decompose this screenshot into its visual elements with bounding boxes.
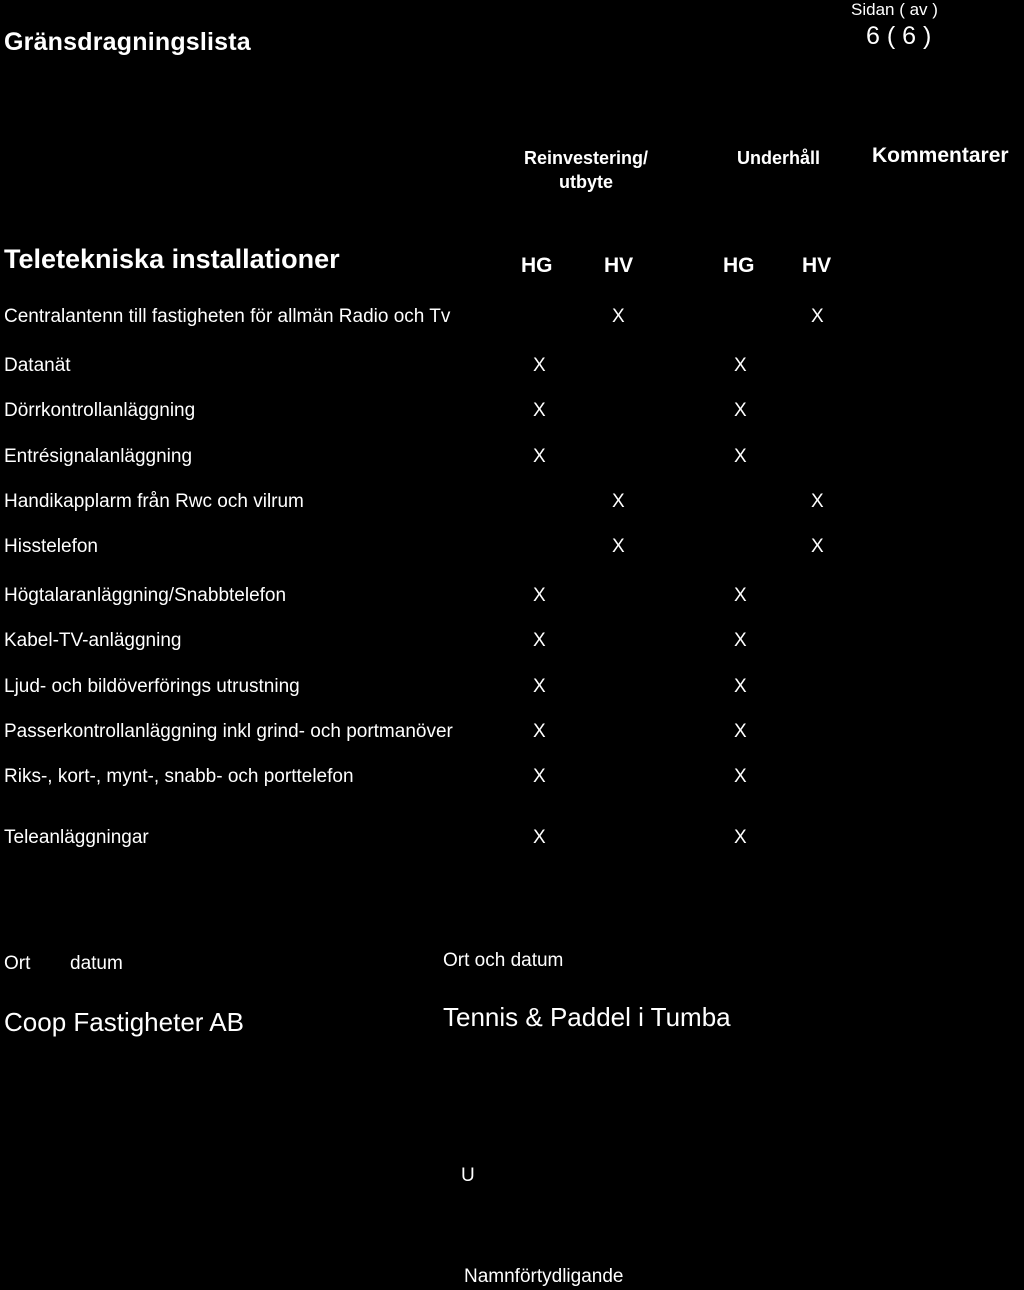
row-label: Handikapplarm från Rwc och vilrum [4,491,304,512]
row-label: Ljud- och bildöverförings utrustning [4,676,300,697]
column-header-underhall: Underhåll [737,148,821,168]
mark-reinv-hv: X [612,306,625,327]
page-number: 6 ( 6 ) [866,22,932,50]
mark-reinv-hv: X [612,536,625,557]
mark-underh-hg: X [734,676,747,697]
mark-underh-hg: X [734,585,747,606]
mark-underh-hv: X [811,536,824,557]
mark-underh-hg: X [734,400,747,421]
mark-reinv-hv: X [612,491,625,512]
column-header-reinvestering-line1: Reinvestering/ [523,148,649,168]
row-label: Datanät [4,355,71,376]
mark-reinv-hg: X [533,827,546,848]
mark-reinv-hg: X [533,630,546,651]
subhead-reinv-hv: HV [604,254,634,277]
row-label: Passerkontrollanläggning inkl grind- och portmanöver [4,721,453,742]
name-clarification-label: Namnförtydligande [464,1266,624,1287]
section-title: Teletekniska installationer [4,244,340,274]
mark-reinv-hg: X [533,446,546,467]
signature-left-company: Coop Fastigheter AB [4,1007,244,1037]
row-label: Dörrkontrollanläggning [4,400,196,421]
mark-reinv-hg: X [533,400,546,421]
mark-reinv-hg: X [533,766,546,787]
column-header-reinvestering [503,146,669,194]
signature-left-place-label: Ort [4,953,31,974]
signature-left-date-label: datum [70,953,123,974]
row-label: Kabel-TV-anläggning [4,630,182,651]
row-label: Högtalaranläggning/Snabbtelefon [4,585,287,606]
mark-underh-hv: X [811,491,824,512]
mark-reinv-hg: X [533,676,546,697]
mark-reinv-hg: X [533,585,546,606]
row-label: Riks-, kort-, mynt-, snabb- och porttelefon [4,766,354,787]
mark-underh-hg: X [734,355,747,376]
mark-reinv-hg: X [533,355,546,376]
signature-right-place-date-label: Ort och datum [443,950,564,971]
mark-underh-hg: X [734,766,747,787]
row-label: Hisstelefon [4,536,98,557]
mark-underh-hg: X [734,827,747,848]
document-title: Gränsdragningslista [4,28,251,56]
row-label: Entrésignalanläggning [4,446,193,467]
row-label: Teleanläggningar [4,827,149,848]
page-label: Sidan ( av ) [851,0,938,19]
mark-underh-hg: X [734,630,747,651]
subhead-underh-hg: HG [723,254,755,277]
subhead-underh-hv: HV [802,254,832,277]
signature-right-company: Tennis & Paddel i Tumba [443,1002,731,1032]
signature-mark: U [461,1165,475,1186]
mark-underh-hg: X [734,446,747,467]
row-label: Centralantenn till fastigheten för allmän Radio och Tv [4,306,451,327]
column-header-kommentarer: Kommentarer [872,144,1009,167]
mark-underh-hg: X [734,721,747,742]
column-header-reinvestering-line2: utbyte [559,172,613,192]
subhead-reinv-hg: HG [521,254,553,277]
mark-reinv-hg: X [533,721,546,742]
mark-underh-hv: X [811,306,824,327]
